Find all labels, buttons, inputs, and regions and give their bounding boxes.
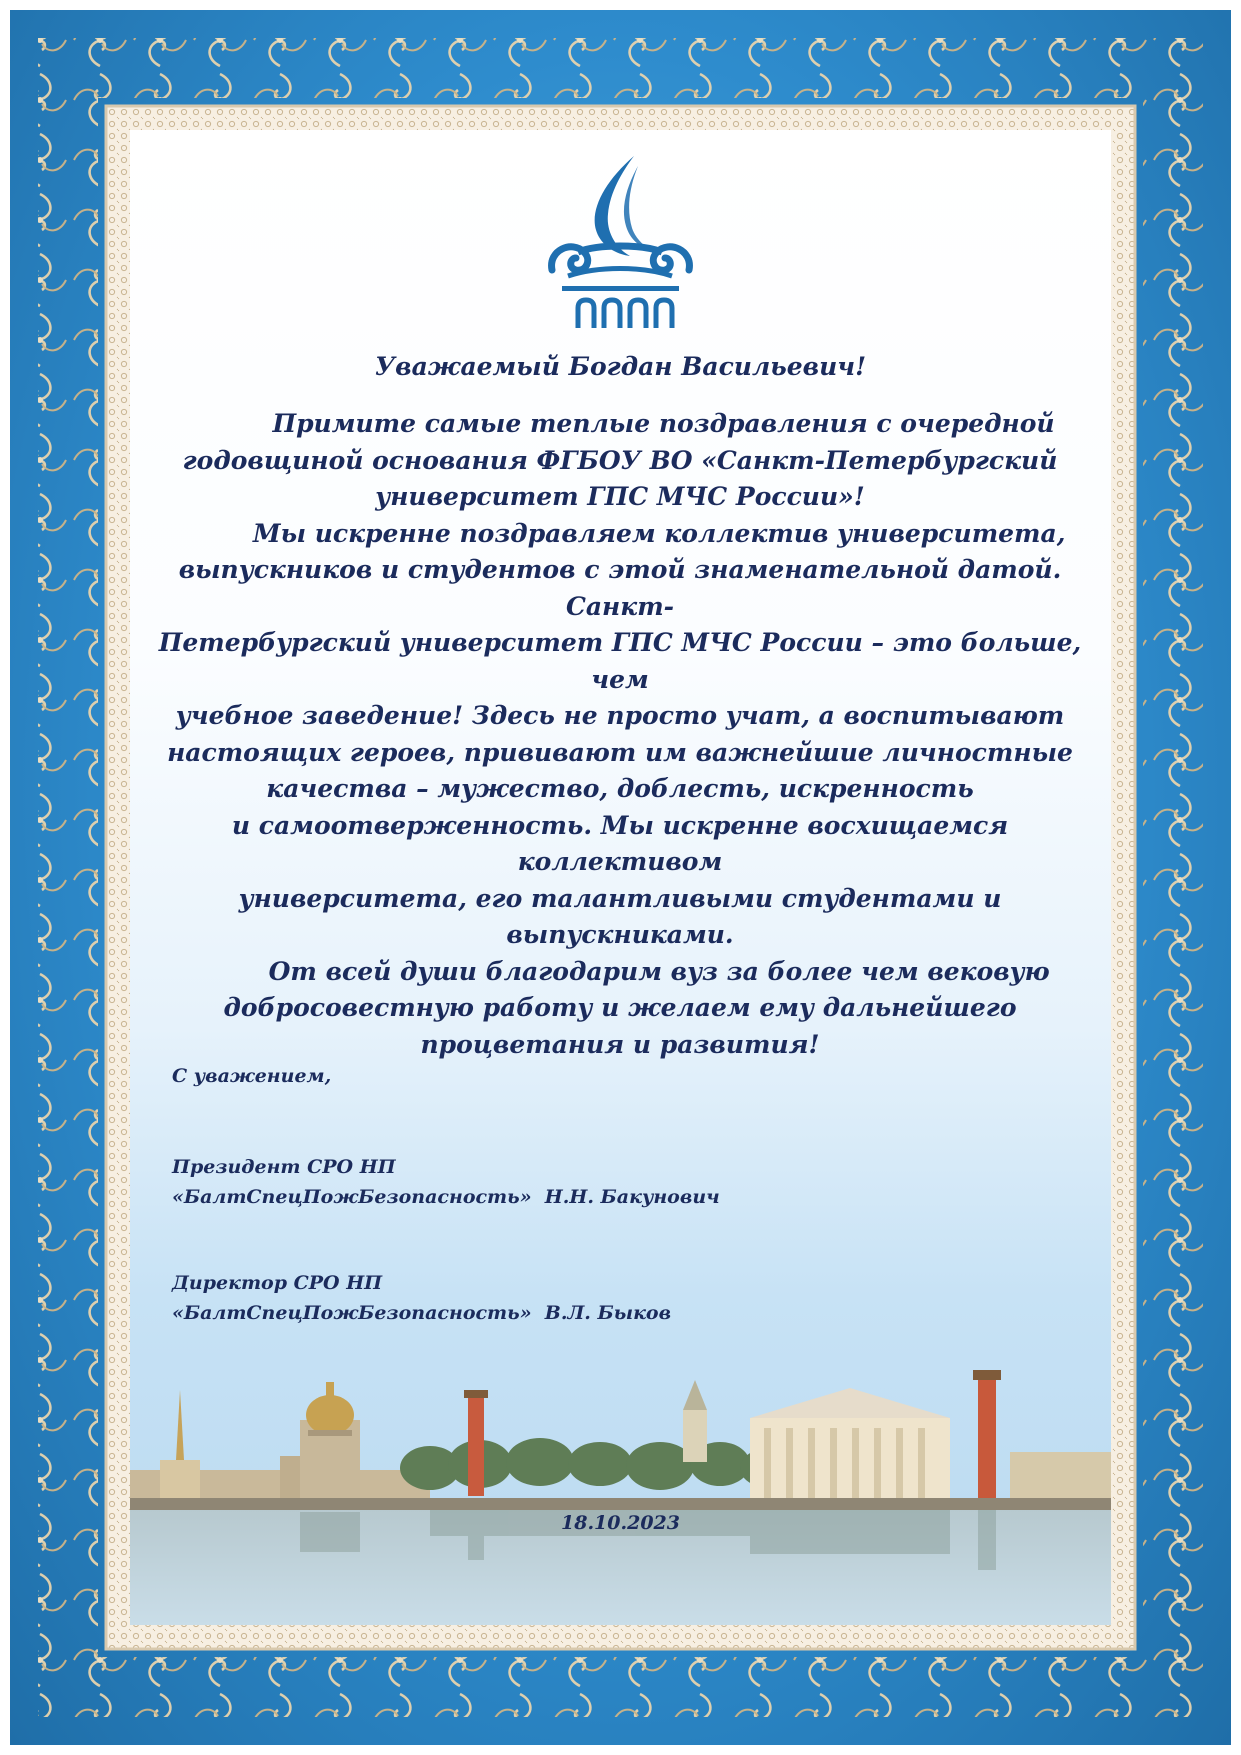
- university-logo-icon: [538, 152, 703, 332]
- body-line: Мы искренне поздравляем коллектив университета,: [174, 518, 1066, 548]
- body-line: и самоотверженность. Мы искренне восхищаемся коллективом: [231, 810, 1009, 876]
- greeting: Уважаемый Богдан Васильевич!: [374, 352, 867, 381]
- letter-body: [150, 406, 1090, 1063]
- signatory-title: Директор СРО НП: [172, 1272, 383, 1294]
- signatory-director: [172, 1268, 1072, 1328]
- signatory-org-name: «БалтСпецПожБезопасность» Н.Н. Бакунович: [172, 1186, 720, 1208]
- body-line: университета, его талантливыми студентами и выпускниками.: [238, 883, 1002, 949]
- closing: С уважением,: [172, 1065, 332, 1087]
- body-line: Примите самые теплые поздравления с очередной: [185, 409, 1055, 438]
- body-line: годовщиной основания ФГБОУ ВО «Санкт-Петербургский: [182, 445, 1058, 475]
- body-line: качества – мужество, доблесть, искренность: [266, 774, 974, 803]
- body-line: От всей души благодарим вуз за более чем вековую: [190, 956, 1050, 986]
- signatory-org-name: «БалтСпецПожБезопасность» В.Л. Быков: [172, 1302, 672, 1324]
- signatory-president: [172, 1152, 1072, 1212]
- body-line: выпускников и студентов с этой знаменательной датой. Санкт-: [178, 555, 1062, 621]
- letter-date: 18.10.2023: [561, 1512, 680, 1534]
- signatory-title: Президент СРО НП: [172, 1156, 396, 1178]
- letter-page: [10, 10, 1231, 1745]
- body-line: учебное заведение! Здесь не просто учат, а воспитывают: [175, 701, 1065, 730]
- letter-paper: [130, 130, 1111, 1625]
- body-line: университет ГПС МЧС России»!: [375, 482, 865, 511]
- body-line: Петербургский университет ГПС МЧС России – это больше, чем: [158, 628, 1082, 694]
- body-line: добросовестную работу и желаем ему дальнейшего: [223, 993, 1017, 1022]
- body-line: настоящих героев, прививают им важнейшие личностные: [167, 737, 1073, 767]
- cityscape-illustration: [130, 1360, 1111, 1625]
- body-line: процветания и развития!: [420, 1029, 820, 1059]
